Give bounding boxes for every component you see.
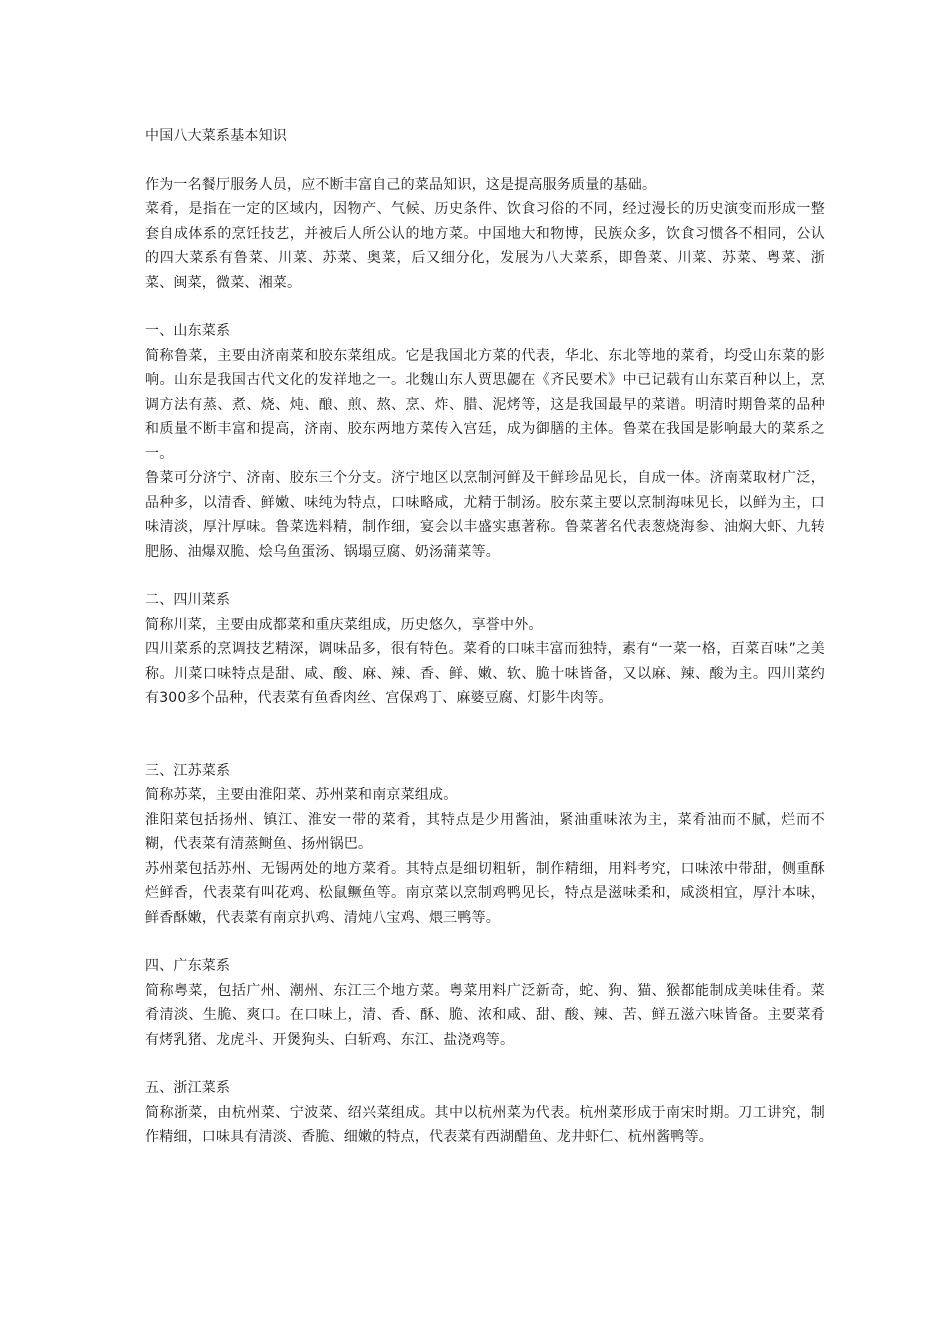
section-paragraph: 四川菜系的烹调技艺精深，调味品多，很有特色。菜肴的口味丰富而独特，素有“一菜一格，百菜百味”之美称。川菜口味特点是甜、咸、酸、麻、辣、香、鲜、嫩、软、脆十味皆备，又以麻、辣、酸为主。四川菜约有300多个品种，代表菜有鱼香肉丝、宫保鸡丁、麻婆豆腐、灯影牛肉等。 (145, 641, 825, 706)
section-paragraph: 简称川菜，主要由成都菜和重庆菜组成，历史悠久，享誉中外。 (145, 616, 543, 633)
intro-paragraph: 菜肴，是指在一定的区域内，因物产、气候、历史条件、饮食习俗的不同，经过漫长的历史演变而形成一整套自成体系的烹饪技艺，并被后人所公认的地方菜。中国地大和物博，民族众多，饮食习惯各不相同，公认的四大菜系有鲁菜、川菜、苏菜、奥菜，后又细分化，发展为八大菜系，即鲁菜、川菜、苏菜、粤菜、浙菜、闽菜，微菜、湘菜。 (145, 201, 825, 291)
section-paragraph: 鲁菜可分济宁、济南、胶东三个分支。济宁地区以烹制河鲜及干鲜珍品见长，自成一体。济南菜取材广泛，品种多，以清香、鲜嫩、味纯为特点，口味略咸，尤精于制汤。胶东菜主要以烹制海味见长，以鲜为主，口味清淡，厚汁厚味。鲁菜选料精，制作细，宴会以丰盛实惠著称。鲁菜著名代表葱烧海参、油焖大虾、九转肥肠、油爆双脆、烩乌鱼蛋汤、锅塌豆腐、奶汤蒲菜等。 (145, 470, 825, 560)
section-sichuan (145, 588, 825, 711)
document-page (145, 124, 825, 1174)
section-heading: 二、四川菜系 (145, 592, 231, 608)
section-heading: 四、广东菜系 (145, 958, 231, 974)
document-title: 中国八大菜系基本知识 (145, 128, 287, 144)
section-paragraph: 淮阳菜包括扬州、镇江、淮安一带的菜肴，其特点是少用酱油，紧油重味浓为主，菜肴油而不腻，烂而不糊，代表菜有清蒸鲥鱼、扬州锅巴。 (145, 811, 825, 852)
section-jiangsu (145, 759, 825, 931)
intro-paragraph: 作为一名餐厅服务人员，应不断丰富自己的菜品知识，这是提高服务质量的基础。 (145, 176, 657, 193)
section-guangdong (145, 954, 825, 1052)
section-paragraph: 苏州菜包括苏州、无锡两处的地方菜肴。其特点是细切粗斩，制作精细，用料考究，口味浓中带甜，侧重酥烂鲜香，代表菜有叫花鸡、松鼠鳜鱼等。南京菜以烹制鸡鸭见长，特点是滋味柔和，咸淡相宜，厚汁本味，鲜香酥嫩，代表菜有南京扒鸡、清炖八宝鸡、煨三鸭等。 (145, 860, 825, 926)
section-heading: 一、山东菜系 (145, 323, 231, 339)
section-paragraph: 简称粤菜，包括广州、潮州、东江三个地方菜。粤菜用料广泛新奇，蛇、狗、猫、猴都能制成美味佳肴。菜肴清淡、生脆、爽口。在口味上，清、香、酥、脆、浓和咸、甜、酸、辣、苦、鲜五滋六味皆备。主要菜肴有烤乳猪、龙虎斗、开煲狗头、白斩鸡、东江、盐浇鸡等。 (145, 982, 825, 1048)
section-paragraph: 简称苏菜，主要由淮阳菜、苏州菜和南京菜组成。 (145, 787, 458, 803)
intro-block (145, 173, 825, 296)
section-paragraph: 简称浙菜，由杭州菜、宁波菜、绍兴菜组成。其中以杭州菜为代表。杭州菜形成于南宋时期。刀工讲究，制作精细，口味具有清淡、香脆、细嫩的特点，代表菜有西湖醋鱼、龙井虾仁、杭州酱鸭等。 (145, 1104, 825, 1145)
section-heading: 五、浙江菜系 (145, 1080, 231, 1096)
section-heading: 三、江苏菜系 (145, 762, 231, 779)
section-shandong (145, 319, 825, 564)
section-paragraph: 简称鲁菜，主要由济南菜和胶东菜组成。它是我国北方菜的代表，华北、东北等地的菜肴，均受山东菜的影响。山东是我国古代文化的发祥地之一。北魏山东人贾思勰在《齐民要术》中已记载有山东菜百种以上，烹调方法有蒸、煮、烧、炖、酿、煎、熬、烹、炸、腊、泥烤等，这是我国最早的菜谱。明清时期鲁菜的品种和质量不断丰富和提高，济南、胶东两地方菜传入宫廷，成为御膳的主体。鲁菜在我国是影响最大的菜系之一。 (145, 347, 825, 462)
section-zhejiang (145, 1076, 825, 1150)
